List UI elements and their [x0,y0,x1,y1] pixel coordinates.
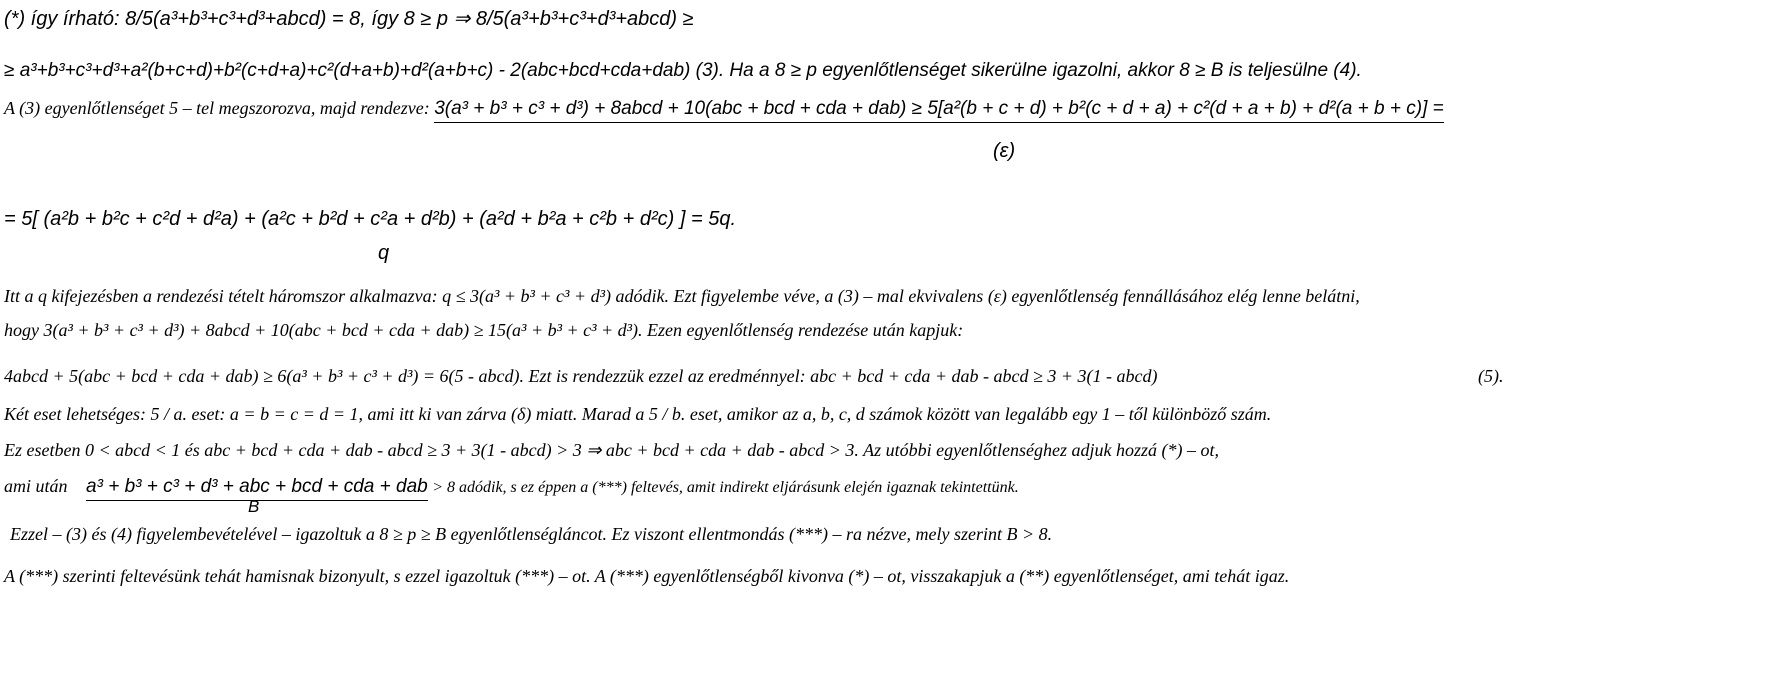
line-10 [4,476,1019,498]
line-4: = 5[ (a²b + b²c + c²d + d²a) + (a²c + b²d + c²a + d²b) + (a²d + b²a + c²b + d²c) ] = 5q. [4,208,737,230]
q-label: q [378,242,390,264]
line-5: Itt a q kifejezésben a rendezési tételt háromszor alkalmazva: q ≤ 3(a³ + b³ + c³ + d³) adódik. Ezt figyelembe véve, a (3) – mal ekvivalens (ε) egyenlőtlenség fennállásához elég lenne belátni, [4,286,1360,306]
equation-tag-5: (5). [1478,366,1504,386]
epsilon-label: (ε) [993,140,1016,162]
line-6: hogy 3(a³ + b³ + c³ + d³) + 8abcd + 10(abc + bcd + cda + dab) ≥ 15(a³ + b³ + c³ + d³). Ezen egyenlőtlenség rendezése után kapjuk: [4,320,964,340]
line-1: (*) így írható: 8/5(a³+b³+c³+d³+abcd) = 8, így 8 ≥ p ⇒ 8/5(a³+b³+c³+d³+abcd) ≥ [4,8,694,30]
b-expression: a³ + b³ + c³ + d³ + abc + bcd + cda + dab [86,476,428,501]
line-7-text: 4abcd + 5(abc + bcd + cda + dab) ≥ 6(a³ + b³ + c³ + d³) = 6(5 - abcd). Ezt is rendezzük ezzel az eredménnyel: abc + bcd + cda + dab - abcd ≥ 3 + 3(1 - abcd) [4,366,1158,386]
line-10-intro: ami után [4,476,68,496]
line-9: Ez esetben 0 < abcd < 1 és abc + bcd + cda + dab - abcd ≥ 3 + 3(1 - abcd) > 3 ⇒ abc + bcd + cda + dab - abcd > 3. Az utóbbi egyenlőtlenséghez adjuk hozzá (*) – ot, [4,440,1220,460]
line-8: Két eset lehetséges: 5 / a. eset: a = b = c = d = 1, ami itt ki van zárva (δ) miatt. Marad a 5 / b. eset, amikor az a, b, c, d számok között van legalább egy 1 – től különböző szám. [4,404,1272,424]
line-7 [4,366,1158,387]
line-11: Ezzel – (3) és (4) figyelembevételével – igazoltuk a 8 ≥ p ≥ B egyenlőtlenségláncot. Ez viszont ellentmondás (***) – ra nézve, mely szerint B > 8. [10,524,1053,544]
epsilon-expression: 3(a³ + b³ + c³ + d³) + 8abcd + 10(abc + bcd + cda + dab) ≥ 5[a²(b + c + d) + b²(c + d + a) + c²(d + a + b) + d²(a + b + c)] = [434,98,1444,123]
line-2: ≥ a³+b³+c³+d³+a²(b+c+d)+b²(c+d+a)+c²(d+a+b)+d²(a+b+c) - 2(abc+bcd+cda+dab) (3). Ha a 8 ≥ p egyenlőtlenséget sikerülne igazolni, akkor 8 ≥ B is teljesülne (4). [4,60,1362,81]
line-10-outro: > 8 adódik, s ez éppen a (***) feltevés, amit indirekt eljárásunk elején igaznak tekintettünk. [432,479,1019,496]
line-3-intro: A (3) egyenlőtlenséget 5 – tel megszorozva, majd rendezve: [4,98,430,118]
line-3 [4,98,1444,120]
b-label: B [248,497,260,516]
line-12: A (***) szerinti feltevésünk tehát hamisnak bizonyult, s ezzel igazoltuk (***) – ot. A (***) egyenlőtlenségből kivonva (*) – ot, visszakapjuk a (**) egyenlőtlenséget, ami tehát igaz. [4,566,1290,586]
